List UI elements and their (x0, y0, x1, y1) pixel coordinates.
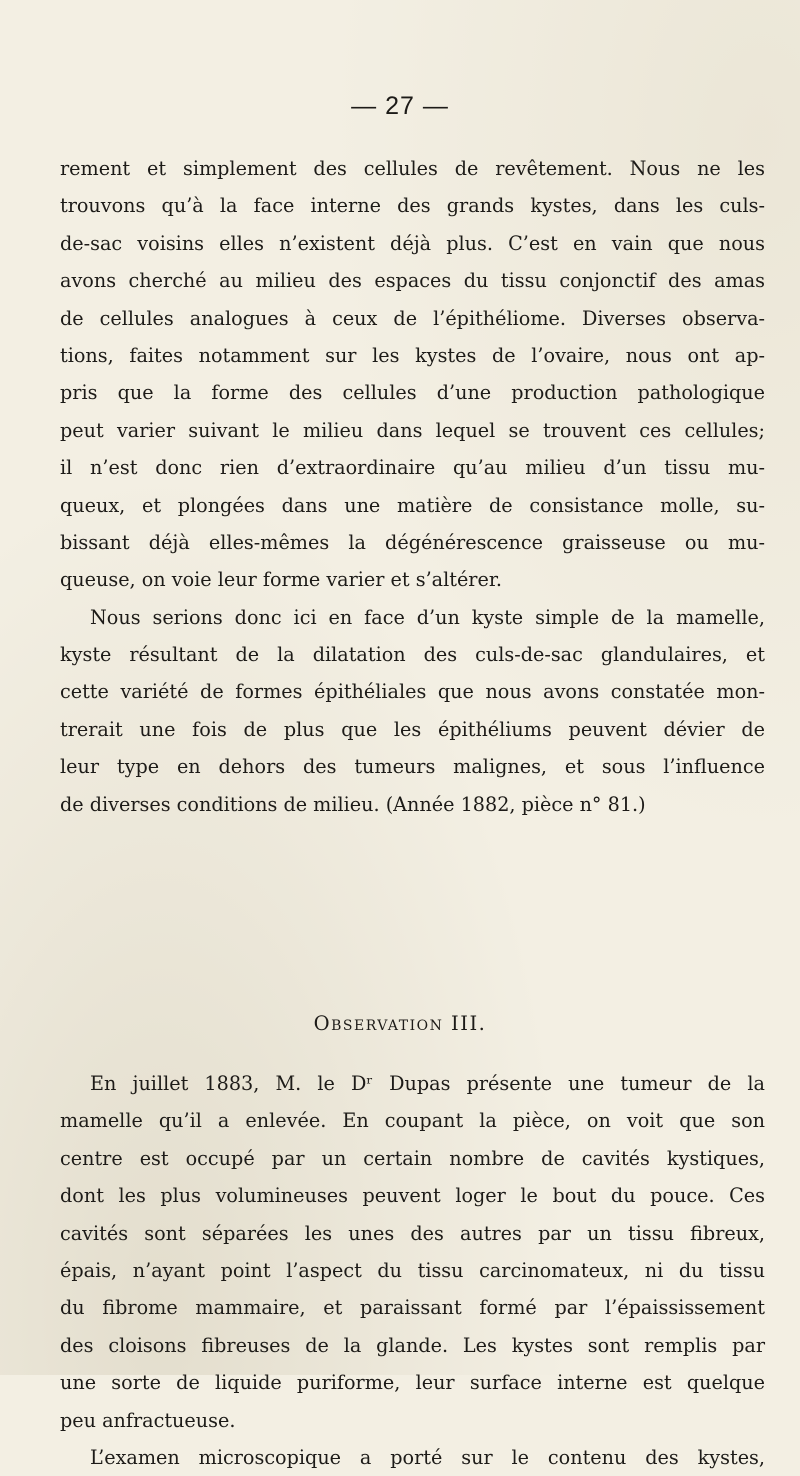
upper-text-block (60, 150, 765, 823)
text-line: queuse, on voie leur forme varier et s’altérer. (60, 568, 502, 592)
paragraph-4 (60, 1439, 765, 1476)
text-line: Nous serions donc ici en face d’un kyste simple de la mamelle, (90, 605, 765, 629)
text-line: pris que la forme des cellules d’une production pathologique (60, 381, 765, 405)
text-line: de diverses conditions de milieu. (Année 1882, pièce n° 81.) (60, 792, 646, 816)
text-line: mamelle qu’il a enlevée. En coupant la pièce, on voit que son (60, 1109, 765, 1133)
lower-text-block (60, 1065, 765, 1476)
paragraph-3 (60, 1065, 765, 1439)
text-line: bissant déjà elles-mêmes la dégénérescence graisseuse ou mu- (60, 530, 765, 554)
text-line: de-sac voisins elles n’existent déjà plus. C’est en vain que nous (60, 231, 765, 255)
section-heading: Observation III. (313, 1012, 487, 1035)
text-line: leur type en dehors des tumeurs malignes, et sous l’influence (60, 755, 765, 779)
text-line: rement et simplement des cellules de revêtement. Nous ne les (60, 157, 765, 180)
text-line: trerait une fois de plus que les épithéliums peuvent dévier de (60, 717, 765, 741)
text-line: cette variété de formes épithéliales que nous avons constatée mon- (60, 680, 765, 704)
text-line: centre est occupé par un certain nombre de cavités kystiques, (60, 1146, 765, 1170)
text-line: kyste résultant de la dilatation des culs-de-sac glandulaires, et (60, 643, 765, 667)
text-line: du fibrome mammaire, et paraissant formé par l’épaississement (60, 1296, 765, 1320)
paragraph-2 (60, 599, 765, 823)
page-number: — 27 — (351, 92, 449, 120)
text-line: En juillet 1883, M. le Dʳ Dupas présente une tumeur de la (90, 1072, 765, 1095)
text-line: il n’est donc rien d’extraordinaire qu’au milieu d’un tissu mu- (60, 456, 765, 480)
text-line: une sorte de liquide puriforme, leur surface interne est quelque (60, 1371, 765, 1395)
text-line: des cloisons fibreuses de la glande. Les kystes sont remplis par (60, 1333, 765, 1357)
paragraph-1 (60, 150, 765, 599)
text-line: L’examen microscopique a porté sur le contenu des kystes, (90, 1445, 765, 1469)
text-line: trouvons qu’à la face interne des grands kystes, dans les culs- (60, 194, 765, 218)
text-line: tions, faites notamment sur les kystes de l’ovaire, nous ont ap- (60, 343, 765, 367)
text-line: queux, et plongées dans une matière de consistance molle, su- (60, 493, 765, 517)
text-line: cavités sont séparées les unes des autres par un tissu fibreux, (60, 1221, 765, 1245)
text-line: de cellules analogues à ceux de l’épithéliome. Diverses observa- (60, 306, 765, 330)
text-line: peu anfractueuse. (60, 1408, 236, 1432)
text-line: épais, n’ayant point l’aspect du tissu carcinomateux, ni du tissu (60, 1258, 765, 1282)
text-line: avons cherché au milieu des espaces du tissu conjonctif des amas (60, 269, 765, 293)
text-line: peut varier suivant le milieu dans lequel se trouvent ces cellules; (60, 418, 765, 442)
text-line: dont les plus volumineuses peuvent loger le bout du pouce. Ces (60, 1184, 765, 1208)
